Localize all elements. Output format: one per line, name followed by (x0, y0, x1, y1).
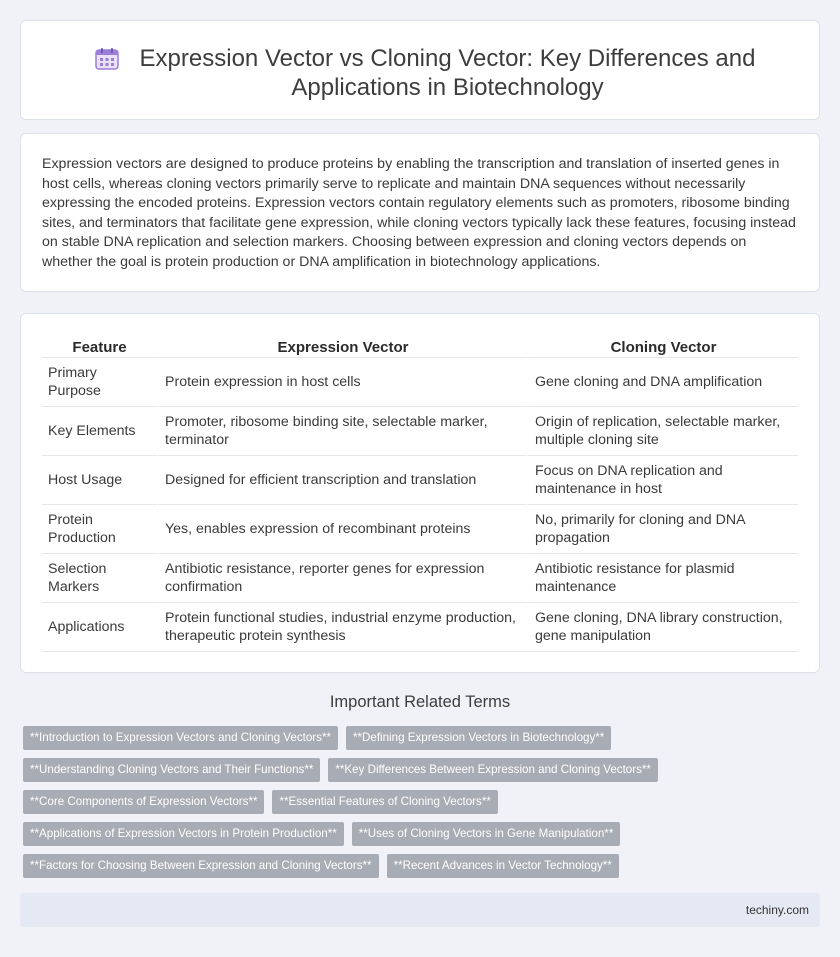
table-row (42, 358, 798, 407)
cloning-cell: Antibiotic resistance for plasmid maintenance (527, 554, 798, 603)
related-term-tag[interactable]: **Essential Features of Cloning Vectors** (272, 790, 497, 814)
cloning-cell: Gene cloning and DNA amplification (527, 358, 798, 407)
related-term-tag[interactable]: **Core Components of Expression Vectors** (23, 790, 264, 814)
table-row (42, 505, 798, 554)
expression-cell: Yes, enables expression of recombinant proteins (157, 505, 527, 554)
column-header-expression-vector: Expression Vector (157, 334, 527, 358)
expression-cell: Protein functional studies, industrial enzyme production, therapeutic protein synthesis (157, 603, 527, 652)
related-term-tag[interactable]: **Introduction to Expression Vectors and Cloning Vectors** (23, 726, 338, 750)
cloning-cell: Gene cloning, DNA library construction, gene manipulation (527, 603, 798, 652)
footer (20, 893, 820, 927)
feature-cell: Applications (42, 603, 157, 652)
related-term-tag[interactable]: **Recent Advances in Vector Technology** (387, 854, 619, 878)
intro-paragraph: Expression vectors are designed to produce proteins by enabling the transcription and translation of inserted genes in host cells, whereas cloning vectors primarily serve to replicate and maintain DNA sequences without necessarily expressing the encoded proteins. Expression vectors contain regulatory elements such as promoters, ribosome binding sites, and terminators that facilitate gene expression, while cloning vectors typically lack these features, focusing instead on stable DNA replication and selection markers. Choosing between expression and cloning vectors depends on whether the goal is protein production or DNA amplification in biotechnology applications. (42, 156, 796, 270)
page-title: Expression Vector vs Cloning Vector: Key Differences and Applications in Biotechnology (139, 45, 756, 101)
related-terms-heading: Important Related Terms (329, 693, 511, 711)
expression-cell: Promoter, ribosome binding site, selectable marker, terminator (157, 407, 527, 456)
column-header-feature: Feature (42, 334, 157, 358)
related-term-tag[interactable]: **Uses of Cloning Vectors in Gene Manipulation** (352, 822, 621, 846)
table-row (42, 603, 798, 652)
table-row (42, 456, 798, 505)
table-header-row (42, 334, 798, 358)
footer-site-link[interactable]: techiny.com (745, 903, 809, 917)
feature-cell: Key Elements (42, 407, 157, 456)
tag-row (23, 854, 813, 878)
cloning-cell: Origin of replication, selectable marker, multiple cloning site (527, 407, 798, 456)
feature-cell: Selection Markers (42, 554, 157, 603)
expression-cell: Antibiotic resistance, reporter genes for expression confirmation (157, 554, 527, 603)
feature-cell: Primary Purpose (42, 358, 157, 407)
cloning-cell: No, primarily for cloning and DNA propagation (527, 505, 798, 554)
tag-row (23, 726, 813, 750)
related-terms-list (23, 726, 813, 886)
related-term-tag[interactable]: **Defining Expression Vectors in Biotechnology** (346, 726, 611, 750)
comparison-card (20, 313, 820, 673)
table-row (42, 554, 798, 603)
column-header-cloning-vector: Cloning Vector (527, 334, 798, 358)
feature-cell: Protein Production (42, 505, 157, 554)
comparison-table (42, 334, 798, 652)
title-card (20, 20, 820, 120)
related-term-tag[interactable]: **Key Differences Between Expression and Cloning Vectors** (328, 758, 658, 782)
intro-card (20, 133, 820, 292)
tag-row (23, 790, 813, 814)
expression-cell: Protein expression in host cells (157, 358, 527, 407)
related-term-tag[interactable]: **Applications of Expression Vectors in Protein Production** (23, 822, 344, 846)
related-term-tag[interactable]: **Factors for Choosing Between Expression and Cloning Vectors** (23, 854, 379, 878)
table-row (42, 407, 798, 456)
cloning-cell: Focus on DNA replication and maintenance in host (527, 456, 798, 505)
related-term-tag[interactable]: **Understanding Cloning Vectors and Their Functions** (23, 758, 320, 782)
expression-cell: Designed for efficient transcription and translation (157, 456, 527, 505)
feature-cell: Host Usage (42, 456, 157, 505)
tag-row (23, 758, 813, 782)
tag-row (23, 822, 813, 846)
